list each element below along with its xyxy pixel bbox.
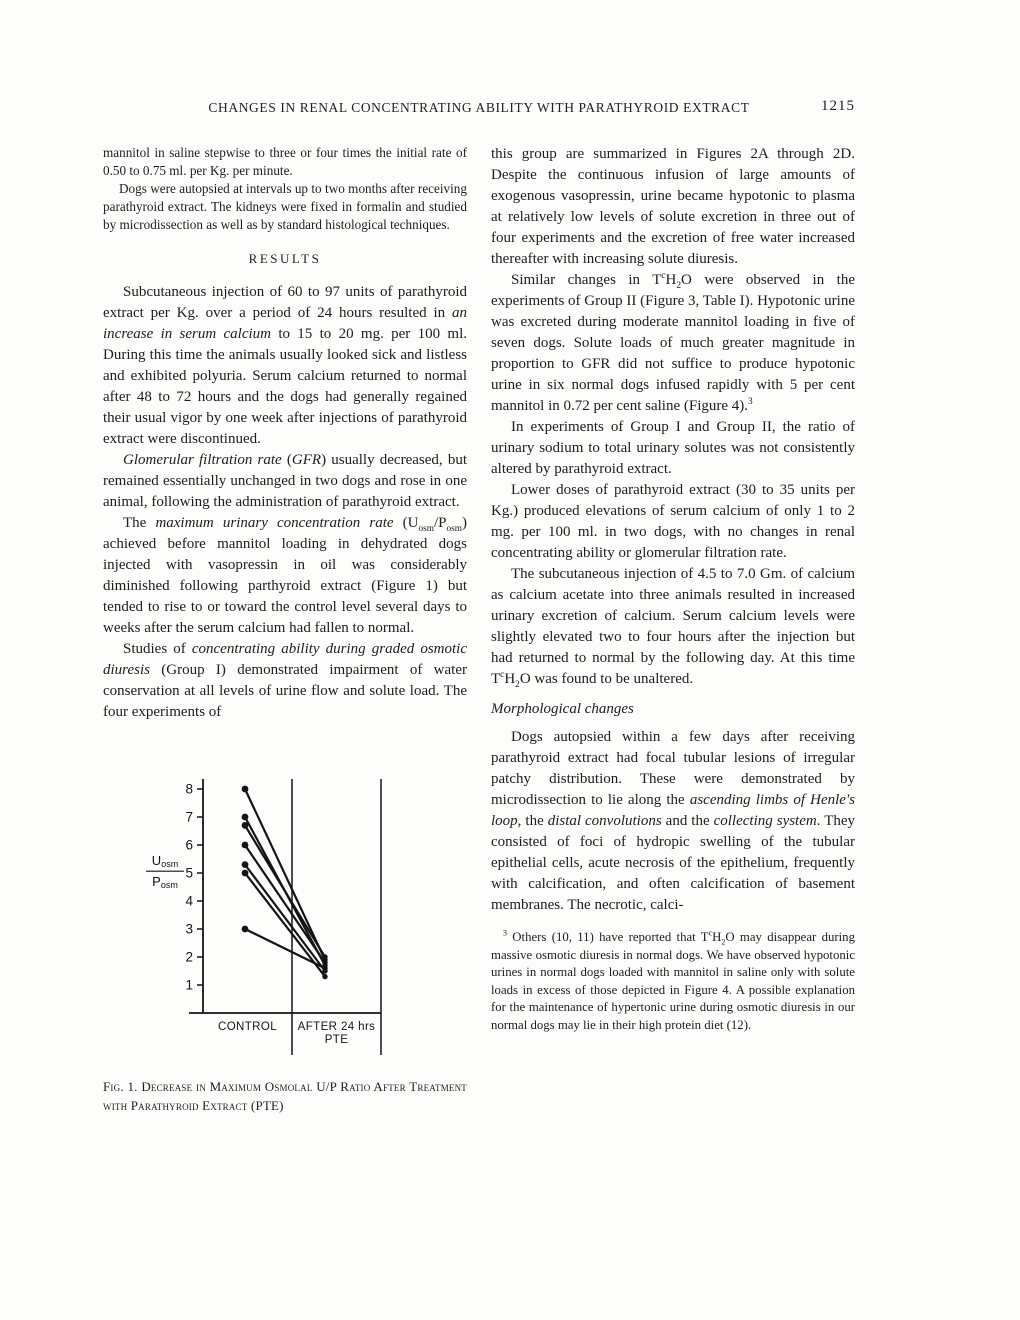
y-tick-label: 5 (185, 865, 193, 881)
methods-continued-text (103, 144, 467, 234)
y-axis-label-numerator: Uosm (151, 853, 179, 870)
results-heading: RESULTS (248, 251, 322, 266)
figure-1 (139, 737, 467, 1072)
page-number: 1215 (821, 98, 855, 114)
morphology-text (491, 727, 855, 916)
control-point (242, 786, 249, 793)
series-line (245, 825, 325, 957)
paragraph: Dogs were autopsied at intervals up to two months after receiving parathyroid extract. The kidneys were fixed in formalin and studied by microdissection as well as by standard histological techniques. (103, 181, 467, 232)
after-point (322, 960, 327, 965)
series-line (245, 873, 325, 977)
paragraph: The subcutaneous injection of 4.5 to 7.0 Gm. of calcium as calcium acetate into three animals resulted in increased urinary excretion of calcium. Serum calcium levels were slightly elevated two to four hours after the injection but had returned to normal by the following day. At this time $T^cH_2O$ was found to be unaltered. (491, 566, 855, 690)
figure-1-chart (139, 737, 393, 1067)
y-tick-label: 4 (185, 893, 193, 909)
figure-1-caption: Fig. 1. Decrease in Maximum Osmolal U/P Ratio After Treatment with Parathyroid Extract (PTE) (103, 1079, 467, 1113)
control-point (242, 842, 249, 849)
control-point (242, 926, 249, 933)
running-head (103, 100, 855, 120)
paragraph: Subcutaneous injection of 60 to 97 units of parathyroid extract per Kg. over a period of 24 hours resulted in an increase in serum calcium to 15 to 20 mg. per 100 ml. During this time the animals usually looked sick and listless and exhibited polyuria. Serum calcium returned to normal after 48 to 72 hours and the dogs had generally regained their usual vigor by one week after injections of parathyroid extract were discontinued. (103, 284, 467, 447)
paragraph: mannitol in saline stepwise to three or four times the initial rate of 0.50 to 0.75 ml. per Kg. per minute. (103, 145, 467, 178)
control-point (242, 870, 249, 877)
morphological-changes-heading: Morphological changes (491, 701, 634, 717)
series-line (245, 865, 325, 971)
paragraph: Glomerular filtration rate (GFR) usually decreased, but remained essentially unchanged in two dogs and rose in one animal, following the administration of parathyroid extract. (103, 452, 467, 510)
y-tick-label: 3 (185, 921, 193, 937)
two-column-layout (103, 144, 855, 1115)
paragraph: Dogs autopsied within a few days after receiving parathyroid extract had focal tubular lesions of irregular patchy distribution. These were demonstrated by microdissection to lie along the ascending limbs of Henle's loop, the distal convolutions and the collecting system. They consisted of foci of hydropic swelling of the tubular epithelial cells, acute necrosis of the epithelium, frequently with calcification, and often calcification of basement membranes. The necrotic, calci- (491, 729, 856, 913)
paragraph: this group are summarized in Figures 2A through 2D. Despite the continuous infusion of large amounts of exogenous vasopressin, urine became hypotonic to plasma at relatively low levels of solute excretion in three out of four experiments and the excretion of free water increased thereafter with increasing solute diuresis. (491, 146, 855, 267)
y-tick-label: 8 (185, 781, 193, 797)
right-column (491, 144, 855, 1115)
y-axis-label-denominator: Posm (152, 874, 178, 891)
control-point (242, 861, 249, 868)
x-category-label: AFTER 24 hrs (297, 1021, 376, 1033)
y-tick-label: 7 (185, 809, 193, 825)
after-point (322, 974, 327, 979)
paragraph: Similar changes in $T^cH_2O$ were observed in the experiments of Group II (Figure 3, Table I). Hypotonic urine was excreted during moderate mannitol loading in five of seven dogs. Solute loads of much greater magnitude in proportion to GFR did not suffice to produce hypotonic urine in six normal dogs infused rapidly with 5 per cent mannitol in 0.72 per cent saline (Figure 4).$^3$ (491, 271, 855, 414)
y-tick-label: 6 (185, 837, 193, 853)
paragraph: Lower doses of parathyroid extract (30 to 35 units per Kg.) produced elevations of serum calcium of only 1 to 2 mg. per 100 ml. in two dogs, with no changes in renal concentrating ability or glomerular filtration rate. (491, 482, 855, 561)
y-tick-label: 1 (185, 977, 193, 993)
x-category-label: PTE (324, 1034, 349, 1046)
footnote-3: $^3$ Others (10, 11) have reported that $T^cH_2O$ may disappear during massive osmotic diuresis in normal dogs. We have observed hypotonic urines in normal dogs loaded with mannitol in saline only with solute loads in excess of those depicted in Figure 4. A possible explanation for the maintenance of hypertonic urine during osmotic diuresis in our normal dogs may lie in their high protein diet (12). (491, 928, 855, 1032)
paragraph: Studies of concentrating ability during graded osmotic diuresis (Group I) demonstrated impairment of water conservation at all levels of urine flow and solute load. The four experiments of (103, 641, 467, 720)
control-point (242, 822, 249, 829)
results-text-continued (491, 144, 855, 690)
y-tick-label: 2 (185, 949, 193, 965)
paragraph: The maximum urinary concentration rate $(U_{osm}/P_{osm})$ achieved before mannitol loading in dehydrated dogs injected with vasopressin in oil was considerably diminished following parthyroid extract (Figure 1) but tended to rise to or toward the control level several days to weeks after the serum calcium had fallen to normal. (103, 515, 467, 636)
results-text (103, 282, 467, 723)
paragraph: In experiments of Group I and Group II, the ratio of urinary sodium to total urinary solutes was not consistently altered by parathyroid extract. (491, 419, 855, 477)
running-head-title: CHANGES IN RENAL CONCENTRATING ABILITY WITH PARATHYROID EXTRACT (208, 100, 750, 115)
series-line (245, 845, 325, 963)
after-point (322, 966, 327, 971)
control-point (242, 814, 249, 821)
left-column (103, 144, 467, 1115)
x-category-label: CONTROL (217, 1021, 278, 1033)
